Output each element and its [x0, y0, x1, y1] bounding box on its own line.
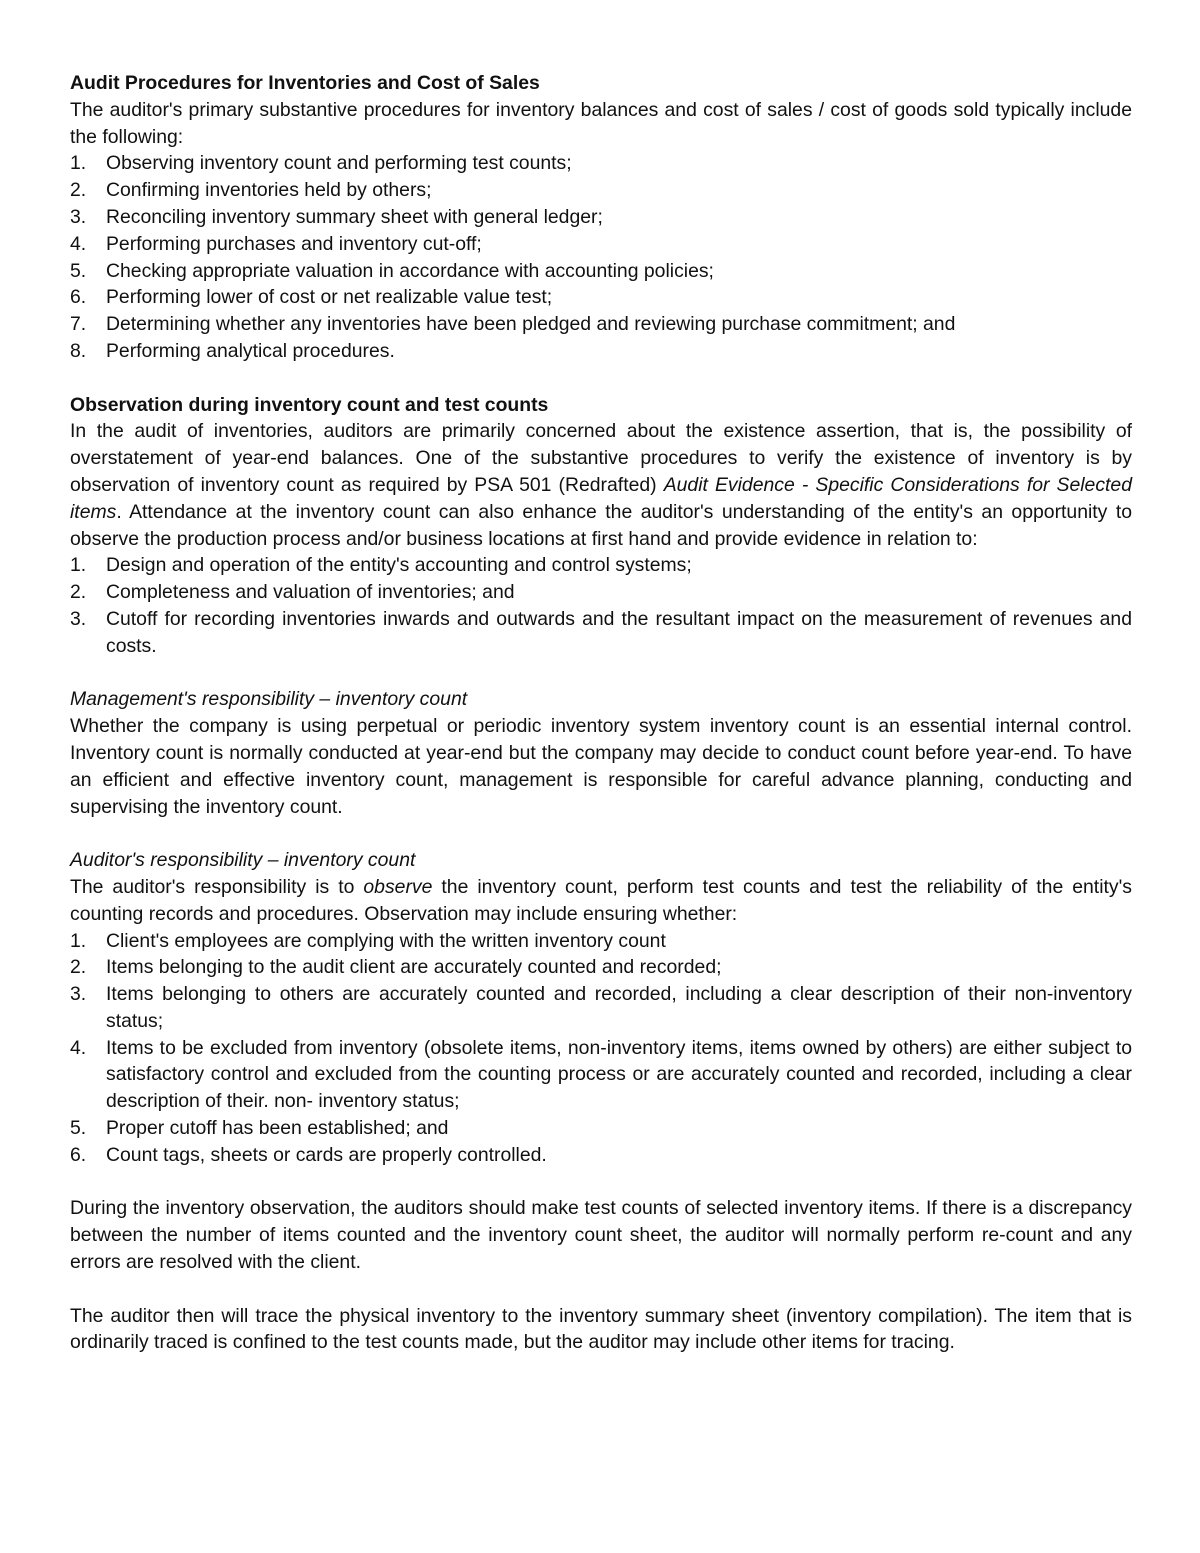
spacer: [70, 1276, 1132, 1303]
list-item: [70, 284, 1132, 311]
list-item-text: Proper cutoff has been established; and: [106, 1117, 449, 1140]
paragraph-text: . Attendance at the inventory count can also enhance the auditor's understanding of the entity's an opportunity to observe the production process and/or business locations at first hand and provide evidence in relation to:: [70, 500, 1132, 550]
list-item-text: Cutoff for recording inventories inwards and outwards and the resultant impact on the measurement of revenues and costs.: [106, 607, 1132, 657]
list-number: 3.: [70, 205, 87, 228]
list-number: 6.: [70, 286, 87, 309]
list-number: 5.: [70, 259, 87, 282]
list-item-text: Observing inventory count and performing test counts;: [106, 152, 572, 175]
observation-list: [70, 928, 1132, 1169]
list-item: [70, 606, 1132, 660]
list-number: 3.: [70, 607, 87, 630]
list-item: [70, 579, 1132, 606]
list-item: [70, 1035, 1132, 1115]
test-counts-paragraph: During the inventory observation, the auditors should make test counts of selected inventory items. If there is a discrepancy between the number of items counted and the inventory count sheet, the auditor will normally perform re-count and any errors are resolved with the client.: [70, 1197, 1132, 1274]
list-number: 1.: [70, 152, 87, 175]
list-item: [70, 928, 1132, 955]
list-item-text: Client's employees are complying with the written inventory count: [106, 929, 666, 952]
list-item: [70, 981, 1132, 1035]
evidence-list: [70, 552, 1132, 659]
list-number: 1.: [70, 929, 87, 952]
observation-paragraph: [70, 418, 1132, 552]
spacer: [70, 365, 1132, 392]
document-page: [70, 70, 1132, 1356]
list-number: 1.: [70, 554, 87, 577]
section-heading-observation: Observation during inventory count and test counts: [70, 393, 549, 416]
psa-title-italic: Audit Evidence - Specific Considerations for Selected items: [70, 473, 1132, 523]
list-item: [70, 231, 1132, 258]
list-number: 4.: [70, 232, 87, 255]
paragraph-text: In the audit of inventories, auditors are primarily concerned about the existence assertion, that is, the possibility of overstatement of year-end balances. One of the substantive procedures to verify the existence of inventory is by observation of inventory count as required by PSA 501 (Redrafted): [70, 420, 1132, 496]
spacer: [70, 820, 1132, 847]
spacer: [70, 660, 1132, 687]
list-item: [70, 177, 1132, 204]
list-item-text: Performing analytical procedures.: [106, 339, 395, 362]
auditor-paragraph: [70, 874, 1132, 928]
spacer: [70, 1169, 1132, 1196]
list-item: [70, 204, 1132, 231]
list-number: 3.: [70, 983, 87, 1006]
observe-italic: observe: [363, 875, 433, 898]
subheading-management-responsibility: Management's responsibility – inventory count: [70, 688, 468, 711]
list-item-text: Performing lower of cost or net realizable value test;: [106, 286, 553, 309]
list-item-text: Reconciling inventory summary sheet with general ledger;: [106, 205, 603, 228]
list-item-text: Performing purchases and inventory cut-off;: [106, 232, 482, 255]
list-item-text: Confirming inventories held by others;: [106, 179, 432, 202]
subheading-auditor-responsibility: Auditor's responsibility – inventory count: [70, 849, 416, 872]
list-item: [70, 552, 1132, 579]
list-item-text: Determining whether any inventories have been pledged and reviewing purchase commitment; and: [106, 313, 956, 336]
list-item-text: Items to be excluded from inventory (obsolete items, non-inventory items, items owned by others) are either subject to satisfactory control and excluded from the counting process or are accurately counted and recorded, including a clear description of their. non- inventory status;: [106, 1036, 1132, 1113]
list-item-text: Checking appropriate valuation in accordance with accounting policies;: [106, 259, 714, 282]
list-number: 8.: [70, 339, 87, 362]
list-item-text: Items belonging to the audit client are accurately counted and recorded;: [106, 956, 722, 979]
list-item: [70, 338, 1132, 365]
list-item-text: Count tags, sheets or cards are properly controlled.: [106, 1143, 547, 1166]
management-paragraph: Whether the company is using perpetual or periodic inventory system inventory count is an essential internal control. Inventory count is normally conducted at year-end but the company may decide to conduct count before year-end. To have an efficient and effective inventory count, management is responsible for careful advance planning, conducting and supervising the inventory count.: [70, 715, 1132, 818]
procedures-list: [70, 150, 1132, 364]
list-item: [70, 258, 1132, 285]
list-number: 6.: [70, 1143, 87, 1166]
list-item: [70, 150, 1132, 177]
list-item-text: Completeness and valuation of inventories; and: [106, 581, 515, 604]
list-item-text: Items belonging to others are accurately counted and recorded, including a clear description of their non-inventory status;: [106, 983, 1132, 1032]
list-number: 2.: [70, 956, 87, 979]
paragraph-text: The auditor's responsibility is to: [70, 875, 364, 898]
list-item-text: Design and operation of the entity's accounting and control systems;: [106, 554, 692, 577]
list-item: [70, 311, 1132, 338]
list-number: 4.: [70, 1036, 87, 1059]
section-heading-audit-procedures: Audit Procedures for Inventories and Cost of Sales: [70, 72, 540, 94]
list-number: 7.: [70, 313, 87, 336]
list-number: 5.: [70, 1117, 87, 1140]
list-number: 2.: [70, 179, 87, 202]
paragraph-text: the inventory count, perform test counts and test the reliability of the entity's counting records and procedures. Observation may include ensuring whether:: [70, 875, 1132, 925]
list-item: [70, 1115, 1132, 1142]
list-item: [70, 1142, 1132, 1169]
section-intro-paragraph: The auditor's primary substantive procedures for inventory balances and cost of sales / cost of goods sold typically include the following:: [70, 98, 1132, 148]
list-item: [70, 954, 1132, 981]
tracing-paragraph: The auditor then will trace the physical inventory to the inventory summary sheet (inventory compilation). The item that is ordinarily traced is confined to the test counts made, but the auditor may include other items for tracing.: [70, 1304, 1132, 1354]
list-number: 2.: [70, 581, 87, 604]
